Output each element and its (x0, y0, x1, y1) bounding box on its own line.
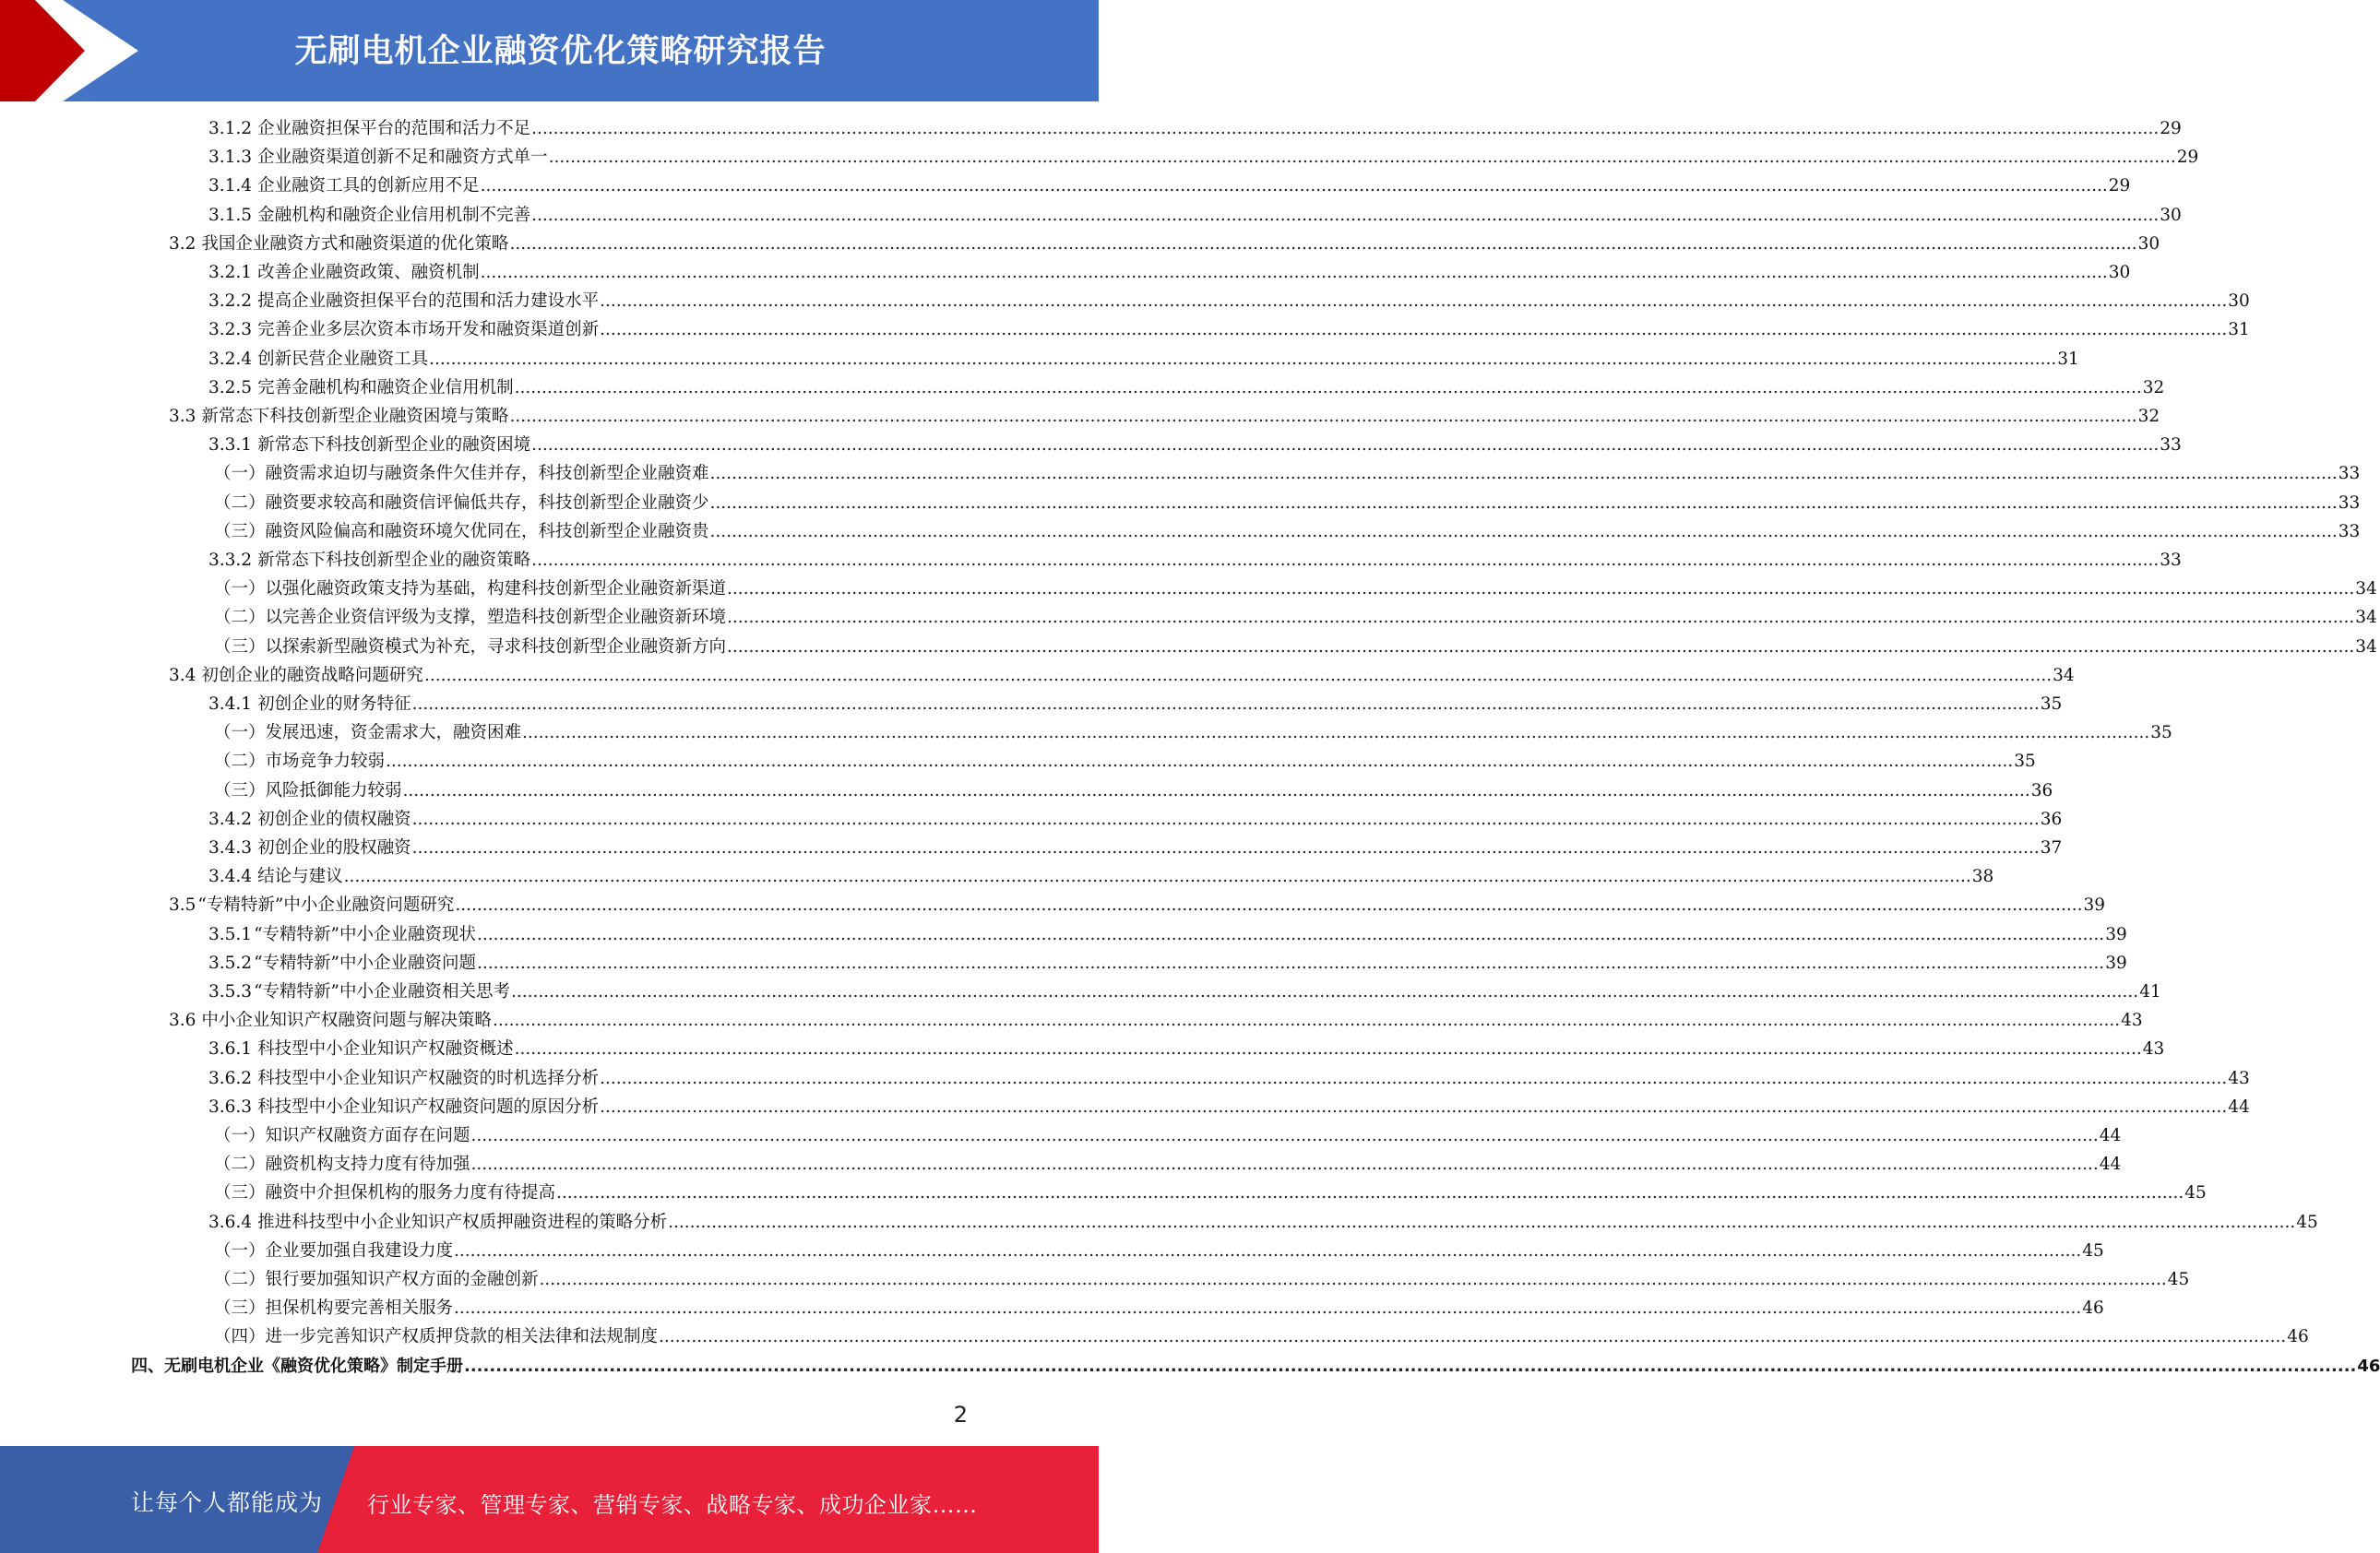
toc-leader-dots: ............................................................................................................................................................................................................................................................................................................ (727, 579, 2355, 599)
toc-entry-title: “专精特新”中小企业融资现状 (254, 925, 476, 944)
toc-entry-title: 企业融资担保平台的范围和活力不足 (257, 119, 531, 138)
toc-entry-page: 30 (2137, 234, 2160, 254)
toc-entry-number: （二） (214, 1155, 266, 1174)
toc-leader-dots: ............................................................................................................................................................................................................................................................................................................ (343, 867, 1971, 886)
toc-entry-title: 融资需求迫切与融资条件欠佳并存，科技创新型企业融资难 (265, 464, 709, 483)
toc-entry-title: 担保机构要完善相关服务 (265, 1298, 454, 1318)
toc-entry-number: （三） (214, 1183, 266, 1203)
toc-entry-page: 32 (2137, 407, 2160, 426)
toc-entry-page: 29 (2160, 119, 2182, 138)
toc-entry-page: 44 (2099, 1155, 2122, 1174)
toc-entry-title: 融资中介担保机构的服务力度有待提高 (265, 1183, 556, 1203)
toc-entry[interactable] (214, 750, 2036, 774)
toc-leader-dots: ............................................................................................................................................................................................................................................................................................................ (477, 925, 2105, 944)
toc-entry-page: 33 (2338, 522, 2361, 541)
toc-entry-page: 36 (2030, 781, 2053, 800)
toc-entry-page: 43 (2142, 1039, 2165, 1059)
toc-entry[interactable] (208, 980, 2161, 1004)
toc-entry[interactable] (214, 462, 2361, 486)
toc-entry-number: 3.4.4 (208, 867, 253, 886)
toc-entry[interactable] (208, 204, 2182, 228)
toc-entry-title: 企业融资工具的创新应用不足 (257, 176, 480, 196)
toc-entry-page: 45 (2082, 1241, 2104, 1261)
toc-entry-title: 新常态下科技创新型企业的融资策略 (257, 551, 531, 570)
toc-entry-number: （二） (214, 1270, 266, 1289)
toc-leader-dots: ............................................................................................................................................................................................................................................................................................................ (514, 378, 2142, 397)
toc-leader-dots: ............................................................................................................................................................................................................................................................................................................ (531, 435, 2160, 455)
toc-entry-number: 3.5 (169, 895, 196, 915)
toc-entry-title: 发展迅速，资金需求大，融资困难 (265, 723, 522, 742)
toc-entry[interactable] (208, 348, 2079, 372)
toc-entry[interactable] (208, 952, 2127, 976)
toc-entry-page: 39 (2083, 895, 2106, 915)
toc-entry-title: 融资风险偏高和融资环境欠优同在，科技创新型企业融资贵 (265, 522, 709, 541)
toc-entry[interactable] (208, 1067, 2250, 1091)
toc-entry-page: 36 (2040, 810, 2063, 829)
toc-entry-page: 37 (2040, 838, 2063, 858)
toc-entry-number: 3.1.4 (208, 176, 253, 196)
toc-entry[interactable] (131, 1355, 2380, 1379)
toc-entry-page: 33 (2160, 551, 2182, 570)
toc-entry-title: 完善企业多层次资本市场开发和融资渠道创新 (257, 320, 600, 339)
toc-entry-title: 银行要加强知识产权方面的金融创新 (265, 1270, 539, 1289)
toc-entry[interactable] (169, 232, 2160, 256)
toc-entry-page: 29 (2108, 176, 2131, 196)
toc-entry-title: 结论与建议 (257, 867, 343, 886)
toc-entry-number: （三） (214, 522, 266, 541)
toc-entry-page: 45 (2296, 1213, 2318, 1232)
toc-leader-dots: ............................................................................................................................................................................................................................................................................................................ (600, 1069, 2228, 1088)
toc-leader-dots: ............................................................................................................................................................................................................................................................................................................ (709, 522, 2338, 541)
toc-entry-page: 29 (2176, 148, 2199, 167)
toc-entry-page: 44 (2099, 1126, 2122, 1145)
toc-entry-page: 35 (2040, 694, 2063, 714)
toc-entry-number: 3.6.4 (208, 1213, 253, 1232)
toc-entry-number: 3.2.4 (208, 350, 253, 369)
toc-leader-dots: ............................................................................................................................................................................................................................................................................................................ (509, 407, 2137, 426)
toc-entry[interactable] (208, 693, 2063, 717)
toc-entry-title: 以探索新型融资模式为补充，寻求科技创新型企业融资新方向 (265, 637, 727, 657)
footer-slogan-right: 行业专家、管理专家、营销专家、战略专家、成功企业家…… (367, 1492, 978, 1518)
toc-entry-page: 33 (2160, 435, 2182, 455)
toc-entry-title: 企业要加强自我建设力度 (265, 1241, 454, 1261)
toc-entry[interactable] (214, 520, 2361, 544)
toc-entry-page: 46 (2082, 1298, 2104, 1318)
toc-entry-number: 3.5.2 (208, 954, 253, 973)
toc-entry-number: （一） (214, 723, 266, 742)
toc-entry[interactable] (169, 405, 2160, 429)
toc-entry-number: 3.6.3 (208, 1097, 253, 1117)
toc-entry[interactable] (214, 721, 2172, 745)
toc-entry-number: 3.2.3 (208, 320, 253, 339)
toc-entry-title: 推进科技型中小企业知识产权质押融资进程的策略分析 (257, 1213, 668, 1232)
toc-entry-page: 43 (2228, 1069, 2250, 1088)
toc-entry-number: 3.4.3 (208, 838, 253, 858)
toc-entry-page: 31 (2057, 350, 2079, 369)
toc-leader-dots: ............................................................................................................................................................................................................................................................................................................ (659, 1327, 2287, 1346)
toc-entry-page: 43 (2121, 1011, 2143, 1030)
toc-entry-title: 科技型中小企业知识产权融资的时机选择分析 (257, 1069, 600, 1088)
toc-leader-dots: ............................................................................................................................................................................................................................................................................................................ (423, 666, 2053, 685)
toc-entry-page: 33 (2338, 493, 2361, 513)
toc-entry-title: 市场竞争力较弱 (265, 752, 386, 771)
toc-entry-number: 3.4.2 (208, 810, 253, 829)
toc-entry[interactable] (214, 492, 2361, 516)
toc-entry[interactable] (208, 1211, 2318, 1235)
toc-entry[interactable] (214, 1325, 2309, 1349)
toc-leader-dots: ............................................................................................................................................................................................................................................................................................................ (548, 148, 2176, 167)
toc-entry-number: 3.6.1 (208, 1039, 253, 1059)
toc-entry-title: 融资机构支持力度有待加强 (265, 1155, 470, 1174)
toc-entry-number: 3.4.1 (208, 694, 253, 714)
toc-leader-dots: ............................................................................................................................................................................................................................................................................................................ (514, 1039, 2142, 1059)
toc-entry-title: 科技型中小企业知识产权融资概述 (257, 1039, 514, 1059)
toc-entry-title: 初创企业的融资战略问题研究 (201, 666, 423, 685)
toc-leader-dots: ............................................................................................................................................................................................................................................................................................................ (539, 1270, 2167, 1289)
toc-entry-number: 3.5.3 (208, 982, 253, 1002)
toc-entry-number: 3.2 (169, 234, 196, 254)
toc-entry[interactable] (214, 1239, 2104, 1263)
toc-entry-page: 34 (2355, 637, 2377, 657)
report-title: 无刷电机企业融资优化策略研究报告 (294, 33, 827, 70)
toc-entry-title: 融资要求较高和融资信评偏低共存，科技创新型企业融资少 (265, 493, 709, 513)
toc-entry[interactable] (208, 261, 2131, 285)
toc-entry-title: 新常态下科技创新型企业的融资困境 (257, 435, 531, 455)
toc-entry[interactable] (169, 894, 2106, 918)
toc-leader-dots: ............................................................................................................................................................................................................................................................................................................ (522, 723, 2150, 742)
toc-leader-dots: ............................................................................................................................................................................................................................................................................................................ (600, 320, 2228, 339)
toc-entry-number: 3.1.2 (208, 119, 253, 138)
toc-entry-number: （三） (214, 781, 266, 800)
toc-entry-title: 以完善企业资信评级为支撑，塑造科技创新型企业融资新环境 (265, 608, 727, 627)
toc-entry-number: 3.1.3 (208, 148, 253, 167)
toc-entry[interactable] (169, 1009, 2143, 1033)
toc-entry[interactable] (208, 376, 2165, 400)
toc-leader-dots: ............................................................................................................................................................................................................................................................................................................ (470, 1155, 2099, 1174)
toc-entry-title: 初创企业的股权融资 (257, 838, 411, 858)
toc-leader-dots: ............................................................................................................................................................................................................................................................................................................ (386, 752, 2014, 771)
footer-slogan-left: 让每个人都能成为 (131, 1489, 324, 1516)
toc-entry-number: 3.3.2 (208, 551, 253, 570)
toc-leader-dots: ............................................................................................................................................................................................................................................................................................................ (709, 464, 2338, 483)
toc-leader-dots: ............................................................................................................................................................................................................................................................................................................ (411, 838, 2040, 858)
toc-leader-dots: ............................................................................................................................................................................................................................................................................................................ (455, 895, 2083, 915)
toc-entry[interactable] (169, 664, 2075, 688)
toc-entry[interactable] (208, 923, 2127, 947)
toc-leader-dots: ............................................................................................................................................................................................................................................................................................................ (411, 694, 2040, 714)
toc-entry-number: （四） (214, 1327, 266, 1346)
toc-entry-number: 四、 (131, 1357, 164, 1376)
toc-entry-number: 3.3.1 (208, 435, 253, 455)
toc-entry[interactable] (208, 1037, 2165, 1061)
toc-entry-title: 改善企业融资政策、融资机制 (257, 263, 480, 282)
toc-entry[interactable] (208, 318, 2250, 342)
toc-entry-number: 3.5.1 (208, 925, 253, 944)
toc-entry-page: 30 (2160, 206, 2182, 225)
toc-entry-title: 初创企业的债权融资 (257, 810, 411, 829)
toc-entry-number: （二） (214, 493, 266, 513)
toc-entry-title: 无刷电机企业《融资优化策略》制定手册 (164, 1357, 463, 1376)
toc-entry[interactable] (208, 117, 2182, 141)
toc-entry[interactable] (208, 549, 2182, 573)
toc-entry-title: 进一步完善知识产权质押贷款的相关法律和法规制度 (265, 1327, 659, 1346)
toc-entry[interactable] (208, 433, 2182, 457)
toc-entry-number: 3.2.1 (208, 263, 253, 282)
footer-banner (0, 1446, 1099, 1553)
toc-entry[interactable] (214, 577, 2377, 601)
toc-entry-number: （一） (214, 1241, 266, 1261)
toc-entry-number: 3.1.5 (208, 206, 253, 225)
toc-leader-dots: ............................................................................................................................................................................................................................................................................................................ (556, 1183, 2184, 1203)
toc-entry-page: 32 (2142, 378, 2165, 397)
toc-entry-title: 以强化融资政策支持为基础，构建科技创新型企业融资新渠道 (265, 579, 727, 599)
toc-leader-dots: ............................................................................................................................................................................................................................................................................................................ (531, 119, 2160, 138)
toc-entry-number: 3.6 (169, 1011, 196, 1030)
toc-leader-dots: ............................................................................................................................................................................................................................................................................................................ (509, 234, 2137, 254)
toc-leader-dots: ............................................................................................................................................................................................................................................................................................................ (668, 1213, 2296, 1232)
toc-entry-number: 3.4 (169, 666, 196, 685)
toc-entry-number: 3.3 (169, 407, 196, 426)
toc-entry-page: 35 (2150, 723, 2172, 742)
header-banner (0, 0, 1099, 101)
toc-entry-title: “专精特新”中小企业融资相关思考 (254, 982, 510, 1002)
toc-leader-dots: ............................................................................................................................................................................................................................................................................................................ (531, 206, 2160, 225)
toc-entry-number: （二） (214, 608, 266, 627)
toc-entry-number: 3.2.5 (208, 378, 253, 397)
toc-leader-dots: ............................................................................................................................................................................................................................................................................................................ (454, 1241, 2082, 1261)
toc-entry-title: 我国企业融资方式和融资渠道的优化策略 (201, 234, 509, 254)
toc-entry-title: 初创企业的财务特征 (257, 694, 411, 714)
toc-entry-page: 34 (2355, 579, 2377, 599)
toc-leader-dots: ............................................................................................................................................................................................................................................................................................................ (531, 551, 2160, 570)
toc-entry-number: （二） (214, 752, 266, 771)
toc-entry[interactable] (214, 606, 2377, 630)
toc-leader-dots: ............................................................................................................................................................................................................................................................................................................ (470, 1126, 2099, 1145)
toc-entry-title: 提高企业融资担保平台的范围和活力建设水平 (257, 291, 600, 311)
toc-entry[interactable] (214, 1181, 2207, 1205)
page-number: 2 (953, 1402, 968, 1428)
toc-entry-page: 45 (2184, 1183, 2207, 1203)
toc-entry-number: 3.6.2 (208, 1069, 253, 1088)
toc-entry-page: 30 (2228, 291, 2250, 311)
toc-entry-number: （三） (214, 1298, 266, 1318)
toc-entry[interactable] (208, 865, 1994, 889)
toc-entry-page: 31 (2228, 320, 2250, 339)
toc-leader-dots: ............................................................................................................................................................................................................................................................................................................ (727, 608, 2355, 627)
toc-leader-dots: ............................................................................................................................................................................................................................................................................................................ (492, 1011, 2121, 1030)
toc-entry-page: 44 (2228, 1097, 2250, 1117)
toc-leader-dots: ............................................................................................................................................................................................................................................................................................................ (429, 350, 2057, 369)
toc-entry-page: 34 (2053, 666, 2075, 685)
toc-entry-page: 34 (2355, 608, 2377, 627)
toc-entry-page: 46 (2357, 1357, 2380, 1376)
toc-entry-number: 3.2.2 (208, 291, 253, 311)
toc-leader-dots: ............................................................................................................................................................................................................................................................................................................ (402, 781, 2030, 800)
toc-entry[interactable] (208, 808, 2063, 832)
toc-entry-page: 39 (2105, 954, 2127, 973)
toc-entry-title: 知识产权融资方面存在问题 (265, 1126, 470, 1145)
toc-entry-title: “专精特新”中小企业融资问题 (254, 954, 476, 973)
toc-entry-title: 企业融资渠道创新不足和融资方式单一 (257, 148, 548, 167)
toc-entry-number: （一） (214, 464, 266, 483)
toc-leader-dots: ............................................................................................................................................................................................................................................................................................................ (454, 1298, 2082, 1318)
toc-entry-page: 41 (2139, 982, 2161, 1002)
toc-entry-number: （一） (214, 1126, 266, 1145)
toc-entry-page: 45 (2167, 1270, 2190, 1289)
toc-entry-page: 39 (2105, 925, 2127, 944)
toc-leader-dots: ............................................................................................................................................................................................................................................................................................................ (464, 1357, 2357, 1376)
toc-leader-dots: ............................................................................................................................................................................................................................................................................................................ (411, 810, 2040, 829)
toc-entry-page: 33 (2338, 464, 2361, 483)
toc-entry-title: 中小企业知识产权融资问题与解决策略 (201, 1011, 492, 1030)
toc-entry[interactable] (208, 146, 2199, 170)
toc-entry[interactable] (208, 1096, 2250, 1120)
toc-entry[interactable] (208, 174, 2131, 198)
toc-leader-dots: ............................................................................................................................................................................................................................................................................................................ (480, 176, 2108, 196)
toc-entry[interactable] (208, 836, 2063, 860)
toc-entry-page: 30 (2108, 263, 2131, 282)
toc-entry-title: 完善金融机构和融资企业信用机制 (257, 378, 514, 397)
toc-entry[interactable] (214, 1297, 2104, 1321)
toc-leader-dots: ............................................................................................................................................................................................................................................................................................................ (709, 493, 2338, 513)
toc-entry-title: “专精特新”中小企业融资问题研究 (197, 895, 455, 915)
toc-entry[interactable] (214, 1124, 2122, 1148)
toc-entry-title: 风险抵御能力较弱 (265, 781, 402, 800)
toc-entry-title: 创新民营企业融资工具 (257, 350, 429, 369)
toc-entry-page: 35 (2014, 752, 2036, 771)
toc-leader-dots: ............................................................................................................................................................................................................................................................................................................ (727, 637, 2355, 657)
toc-entry-page: 46 (2287, 1327, 2309, 1346)
toc-entry[interactable] (208, 290, 2250, 314)
toc-entry-number: （一） (214, 579, 266, 599)
toc-entry[interactable] (214, 779, 2053, 803)
toc-entry-title: 金融机构和融资企业信用机制不完善 (257, 206, 531, 225)
toc-entry-number: （三） (214, 637, 266, 657)
toc-leader-dots: ............................................................................................................................................................................................................................................................................................................ (477, 954, 2105, 973)
toc-entry-title: 新常态下科技创新型企业融资困境与策略 (201, 407, 509, 426)
toc-entry[interactable] (214, 635, 2377, 659)
toc-entry[interactable] (214, 1268, 2190, 1292)
toc-leader-dots: ............................................................................................................................................................................................................................................................................................................ (511, 982, 2139, 1002)
toc-leader-dots: ............................................................................................................................................................................................................................................................................................................ (600, 291, 2228, 311)
toc-entry[interactable] (214, 1153, 2122, 1177)
toc-leader-dots: ............................................................................................................................................................................................................................................................................................................ (480, 263, 2108, 282)
toc-leader-dots: ............................................................................................................................................................................................................................................................................................................ (600, 1097, 2228, 1117)
toc-entry-title: 科技型中小企业知识产权融资问题的原因分析 (257, 1097, 600, 1117)
toc-entry-page: 38 (1971, 867, 1994, 886)
